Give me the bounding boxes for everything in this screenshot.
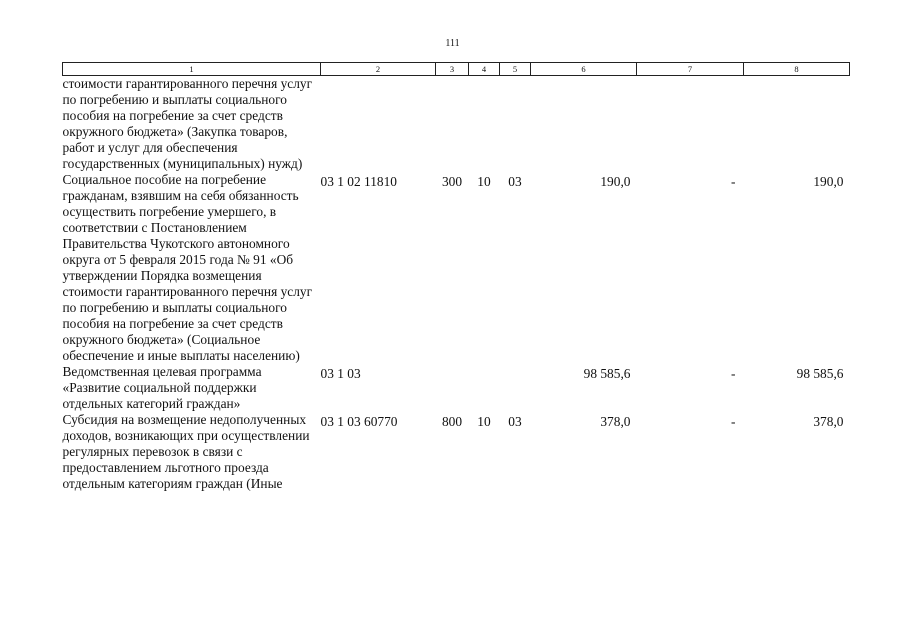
row-section: 10 — [477, 414, 491, 429]
page-number: 111 — [445, 38, 460, 49]
row-name: стоимости гарантированного перечня услуг по погребению и выплаты социального пособия на погребение за счет средств окружного бюджета» (Закупка товаров, работ и услуг для обеспечения государственных (муниципальных) нужд) — [62, 76, 313, 171]
row-total: 190,0 — [813, 174, 844, 189]
row-total: 98 585,6 — [796, 366, 844, 381]
row-section — [469, 76, 500, 173]
row-amount — [531, 76, 637, 173]
row-section: 10 — [477, 174, 491, 189]
column-number-1: 1 — [63, 63, 321, 76]
column-number-3: 3 — [436, 63, 469, 76]
row-target-article-code: 03 1 03 — [320, 366, 361, 381]
column-number-6: 6 — [531, 63, 637, 76]
table-row — [63, 364, 850, 412]
row-target-article-code — [321, 76, 436, 173]
row-target-article-code: 03 1 03 60770 — [320, 414, 398, 429]
row-total — [744, 76, 850, 173]
row-amount: 190,0 — [600, 174, 631, 189]
row-expense-type — [436, 76, 469, 173]
table-row — [63, 412, 850, 492]
row-amount: 378,0 — [600, 414, 631, 429]
row-section — [469, 364, 500, 412]
row-name: Ведомственная целевая программа «Развитие социальной поддержки отдельных категорий граждан» — [62, 364, 262, 411]
column-number-7: 7 — [637, 63, 744, 76]
table-row — [63, 76, 850, 173]
row-change: - — [731, 366, 736, 381]
row-name: Субсидия на возмещение недополученных доходов, возникающих при осуществлении регулярных перевозок в связи с предоставлением льготного проезда отдельным категориям граждан (Иные — [62, 412, 310, 491]
row-amount: 98 585,6 — [583, 366, 631, 381]
row-subsection — [500, 364, 531, 412]
column-number-8: 8 — [744, 63, 850, 76]
row-expense-type: 800 — [441, 414, 463, 429]
row-subsection — [500, 76, 531, 173]
row-subsection: 03 — [508, 414, 522, 429]
table-row — [63, 172, 850, 364]
column-number-row — [63, 63, 850, 76]
row-change — [637, 76, 744, 173]
row-change: - — [731, 414, 736, 429]
row-name: Социальное пособие на погребение гражданам, взявшим на себя обязанность осуществить погребение умершего, в соответствии с Постановлением Правительства Чукотского автономного округа от 5 февраля 2015 года № 91 «Об утверждении Порядка возмещения стоимости гарантированного перечня услуг по погребению и выплаты социального пособия на погребение за счет средств окружного бюджета» (Социальное обеспечение и иные выплаты населению) — [62, 172, 313, 363]
row-expense-type — [436, 364, 469, 412]
row-change: - — [731, 174, 736, 189]
column-number-4: 4 — [469, 63, 500, 76]
row-target-article-code: 03 1 02 11810 — [320, 174, 397, 189]
column-number-5: 5 — [500, 63, 531, 76]
row-expense-type: 300 — [441, 174, 463, 189]
row-total: 378,0 — [813, 414, 844, 429]
column-number-2: 2 — [321, 63, 436, 76]
budget-table — [62, 62, 850, 492]
row-subsection: 03 — [508, 174, 522, 189]
